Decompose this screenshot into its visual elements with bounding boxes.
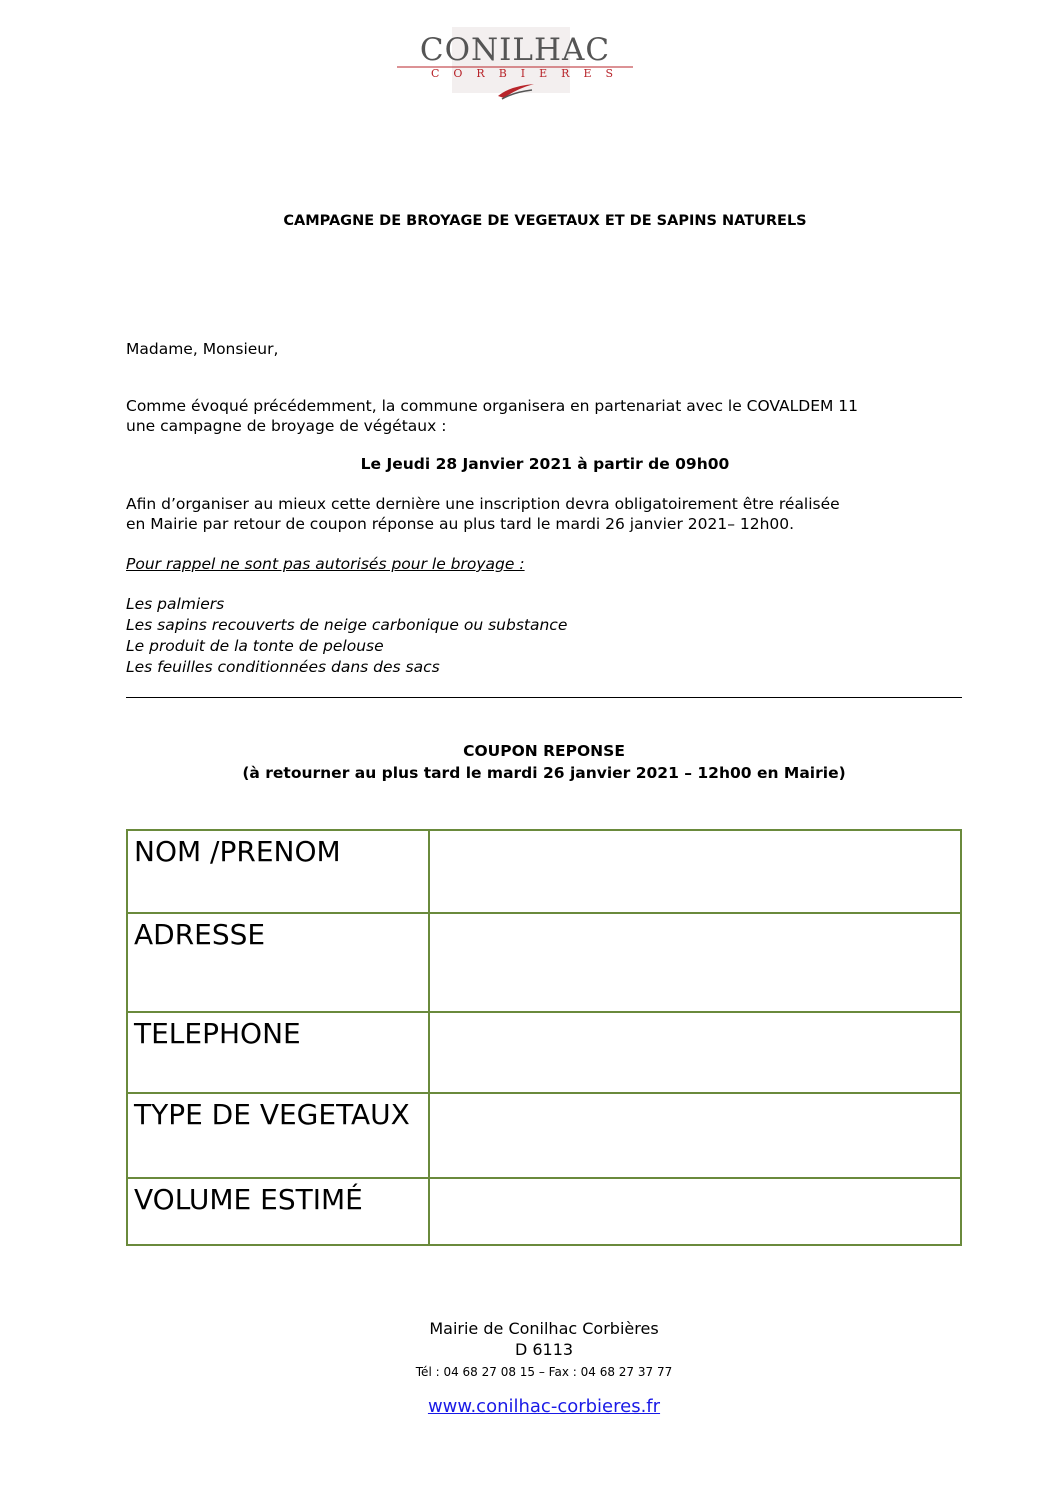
- salutation: Madame, Monsieur,: [126, 340, 279, 358]
- field-label-telephone: TELEPHONE: [127, 1012, 429, 1093]
- table-row: [127, 1012, 961, 1093]
- footer-road: D 6113: [514, 1340, 574, 1359]
- intro-line-2: une campagne de broyage de végétaux :: [126, 417, 447, 435]
- not-allowed-list: [126, 594, 567, 678]
- coupon-subtitle: (à retourner au plus tard le mardi 26 janvier 2021 – 12h00 en Mairie): [242, 764, 846, 782]
- table-row: [127, 1093, 961, 1178]
- intro-paragraph: [126, 396, 858, 436]
- footer-website-link[interactable]: www.conilhac-corbieres.fr: [427, 1396, 661, 1417]
- footer-mairie-name: Mairie de Conilhac Corbières: [429, 1319, 659, 1338]
- field-input-volume-estime[interactable]: [429, 1178, 961, 1245]
- registration-paragraph: [126, 494, 840, 534]
- registration-line-1: Afin d’organiser au mieux cette dernière une inscription devra obligatoirement être réalisée: [126, 495, 840, 513]
- table-row: [127, 830, 961, 913]
- field-input-type-vegetaux[interactable]: [429, 1093, 961, 1178]
- event-date: Le Jeudi 28 Janvier 2021 à partir de 09h00: [360, 455, 730, 473]
- field-label-volume-estime: VOLUME ESTIMÉ: [127, 1178, 429, 1245]
- separator-line: [126, 697, 962, 698]
- field-input-adresse[interactable]: [429, 913, 961, 1012]
- field-label-nom-prenom: NOM /PRENOM: [127, 830, 429, 913]
- document-title: CAMPAGNE DE BROYAGE DE VEGETAUX ET DE SAPINS NATURELS: [283, 213, 807, 229]
- list-item: Les palmiers: [126, 595, 225, 613]
- logo-swoosh-icon: [496, 80, 536, 100]
- footer-contact: Tél : 04 68 27 08 15 – Fax : 04 68 27 37 77: [415, 1365, 673, 1379]
- table-row: [127, 913, 961, 1012]
- table-row: [127, 1178, 961, 1245]
- field-input-telephone[interactable]: [429, 1012, 961, 1093]
- logo-subtitle: CORBIERES: [430, 67, 628, 80]
- field-input-nom-prenom[interactable]: [429, 830, 961, 913]
- coupon-form-table: [126, 829, 962, 1246]
- registration-line-2: en Mairie par retour de coupon réponse au plus tard le mardi 26 janvier 2021– 12h00.: [126, 515, 795, 533]
- coupon-heading: [0, 740, 1058, 784]
- list-item: Le produit de la tonte de pelouse: [126, 637, 384, 655]
- list-item: Les sapins recouverts de neige carbonique ou substance: [126, 616, 568, 634]
- coupon-title: COUPON REPONSE: [463, 742, 625, 760]
- reminder-heading: Pour rappel ne sont pas autorisés pour le broyage :: [126, 555, 525, 573]
- field-label-adresse: ADRESSE: [127, 913, 429, 1012]
- list-item: Les feuilles conditionnées dans des sacs: [126, 658, 440, 676]
- field-label-type-vegetaux: TYPE DE VEGETAUX: [127, 1093, 429, 1178]
- logo-name: CONILHAC: [419, 32, 611, 68]
- intro-line-1: Comme évoqué précédemment, la commune organisera en partenariat avec le COVALDEM 11: [126, 397, 859, 415]
